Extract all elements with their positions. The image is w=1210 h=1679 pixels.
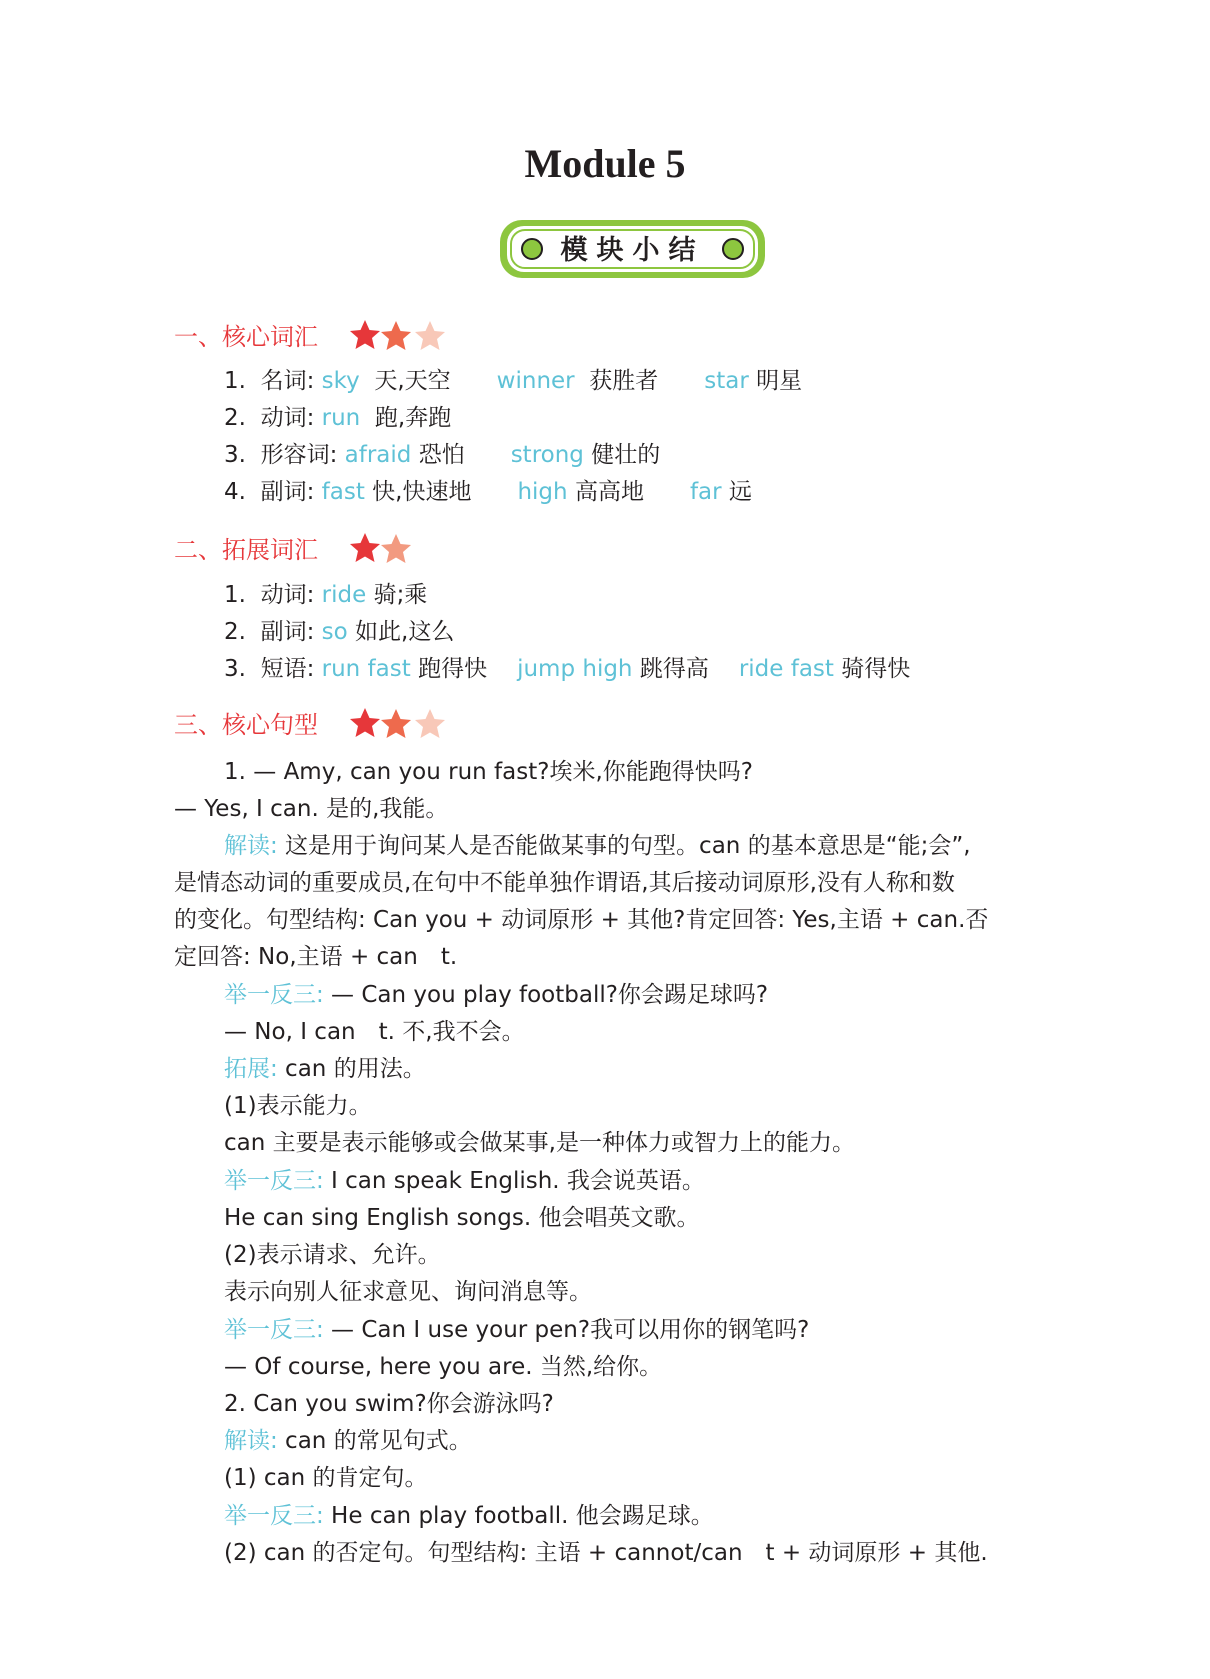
vocab-word: star (704, 368, 749, 394)
star-icon (350, 533, 380, 562)
rating-stars-2 (348, 532, 416, 570)
vocab-word: winner (496, 368, 575, 394)
vocab-word: run (321, 405, 361, 431)
body-line: 是情态动词的重要成员,在句中不能单独作谓语,其后接动词原形,没有人称和数 (174, 870, 955, 896)
vocab-row-adverbs: 4. 副词: fast 快,快速地 high 高高地 far 远 (224, 479, 752, 505)
vocab-row-phrases: 3. 短语: run fast 跑得快 jump high 跳得高 ride fast 骑得快 (224, 656, 911, 682)
body-line: 表示向别人征求意见、询问消息等。 (224, 1279, 592, 1305)
note-label: 解读: (224, 833, 278, 859)
body-line: (2) can 的否定句。句型结构: 主语 + cannot/can t + 动词原形 + 其他. (224, 1540, 988, 1566)
note-label: 解读: (224, 1428, 278, 1454)
note-label: 举一反三: (224, 1503, 324, 1529)
section-heading-core-sentences (174, 705, 450, 745)
body-line: — Yes, I can. 是的,我能。 (174, 796, 449, 822)
page-title: Module 5 (524, 141, 686, 186)
star-icon (350, 708, 380, 737)
body-line: 解读: 这是用于询问某人是否能做某事的句型。can 的基本意思是“能;会”, (224, 833, 971, 859)
body-line: — Of course, here you are. 当然,给你。 (224, 1354, 663, 1380)
section-heading-text: 三、核心句型 (174, 711, 318, 739)
vocab-row-verbs-ext: 1. 动词: ride 骑;乘 (224, 582, 428, 608)
vocab-row-adjectives: 3. 形容词: afraid 恐怕 strong 健壮的 (224, 442, 661, 468)
star-icon (381, 534, 411, 563)
note-label: 举一反三: (224, 982, 324, 1008)
body-line: (1)表示能力。 (224, 1093, 372, 1119)
star-icon (415, 321, 445, 350)
body-line: can 主要是表示能够或会做某事,是一种体力或智力上的能力。 (224, 1130, 855, 1156)
vocab-row-adverbs-ext: 2. 副词: so 如此,这么 (224, 619, 455, 645)
note-label: 拓展: (224, 1056, 278, 1082)
section-heading-core-vocab (174, 317, 450, 357)
vocab-word: far (689, 479, 722, 505)
vocab-word: strong (510, 442, 584, 468)
body-line: — No, I can t. 不,我不会。 (224, 1019, 525, 1045)
badge-label: 模块小结 (560, 235, 705, 266)
body-line: 举一反三: I can speak English. 我会说英语。 (224, 1168, 705, 1194)
star-icon (381, 321, 411, 350)
body-line: 的变化。句型结构: Can you + 动词原形 + 其他?肯定回答: Yes,主语 + can.否 (174, 907, 989, 933)
module-summary-badge (497, 217, 768, 281)
note-label: 举一反三: (224, 1168, 324, 1194)
vocab-word: run fast (321, 656, 411, 682)
vocab-word: high (517, 479, 568, 505)
rating-stars-3 (348, 707, 450, 745)
vocab-row-verbs: 2. 动词: run 跑,奔跑 (224, 405, 452, 431)
rating-stars-3 (348, 319, 450, 357)
body-line: He can sing English songs. 他会唱英文歌。 (224, 1205, 700, 1231)
vocab-word: sky (321, 368, 360, 394)
body-line: 解读: can 的常见句式。 (224, 1428, 472, 1454)
vocab-row-nouns: 1. 名词: sky 天,天空 winner 获胜者 star 明星 (224, 368, 803, 394)
vocab-word: ride fast (738, 656, 834, 682)
section-heading-text: 一、核心词汇 (174, 323, 318, 351)
body-line: 2. Can you swim?你会游泳吗? (224, 1391, 554, 1417)
star-icon (350, 320, 380, 349)
note-label: 举一反三: (224, 1317, 324, 1343)
star-icon (381, 709, 411, 738)
body-line: (2)表示请求、允许。 (224, 1242, 441, 1268)
body-line: 举一反三: — Can I use your pen?我可以用你的钢笔吗? (224, 1317, 810, 1343)
vocab-word: jump high (517, 656, 633, 682)
body-line: 举一反三: He can play football. 他会踢足球。 (224, 1503, 714, 1529)
body-line: 举一反三: — Can you play football?你会踢足球吗? (224, 982, 769, 1008)
vocab-word: fast (321, 479, 365, 505)
vocab-word: ride (321, 582, 367, 608)
section-heading-text: 二、拓展词汇 (174, 536, 318, 564)
section-heading-extended-vocab (174, 530, 416, 570)
body-line: 定回答: No,主语 + can t. (174, 944, 458, 970)
body-line: (1) can 的肯定句。 (224, 1465, 428, 1491)
body-line: 拓展: can 的用法。 (224, 1056, 426, 1082)
vocab-word: so (321, 619, 348, 645)
star-icon (415, 709, 445, 738)
vocab-word: afraid (344, 442, 412, 468)
body-line: 1. — Amy, can you run fast?埃米,你能跑得快吗? (224, 759, 753, 785)
